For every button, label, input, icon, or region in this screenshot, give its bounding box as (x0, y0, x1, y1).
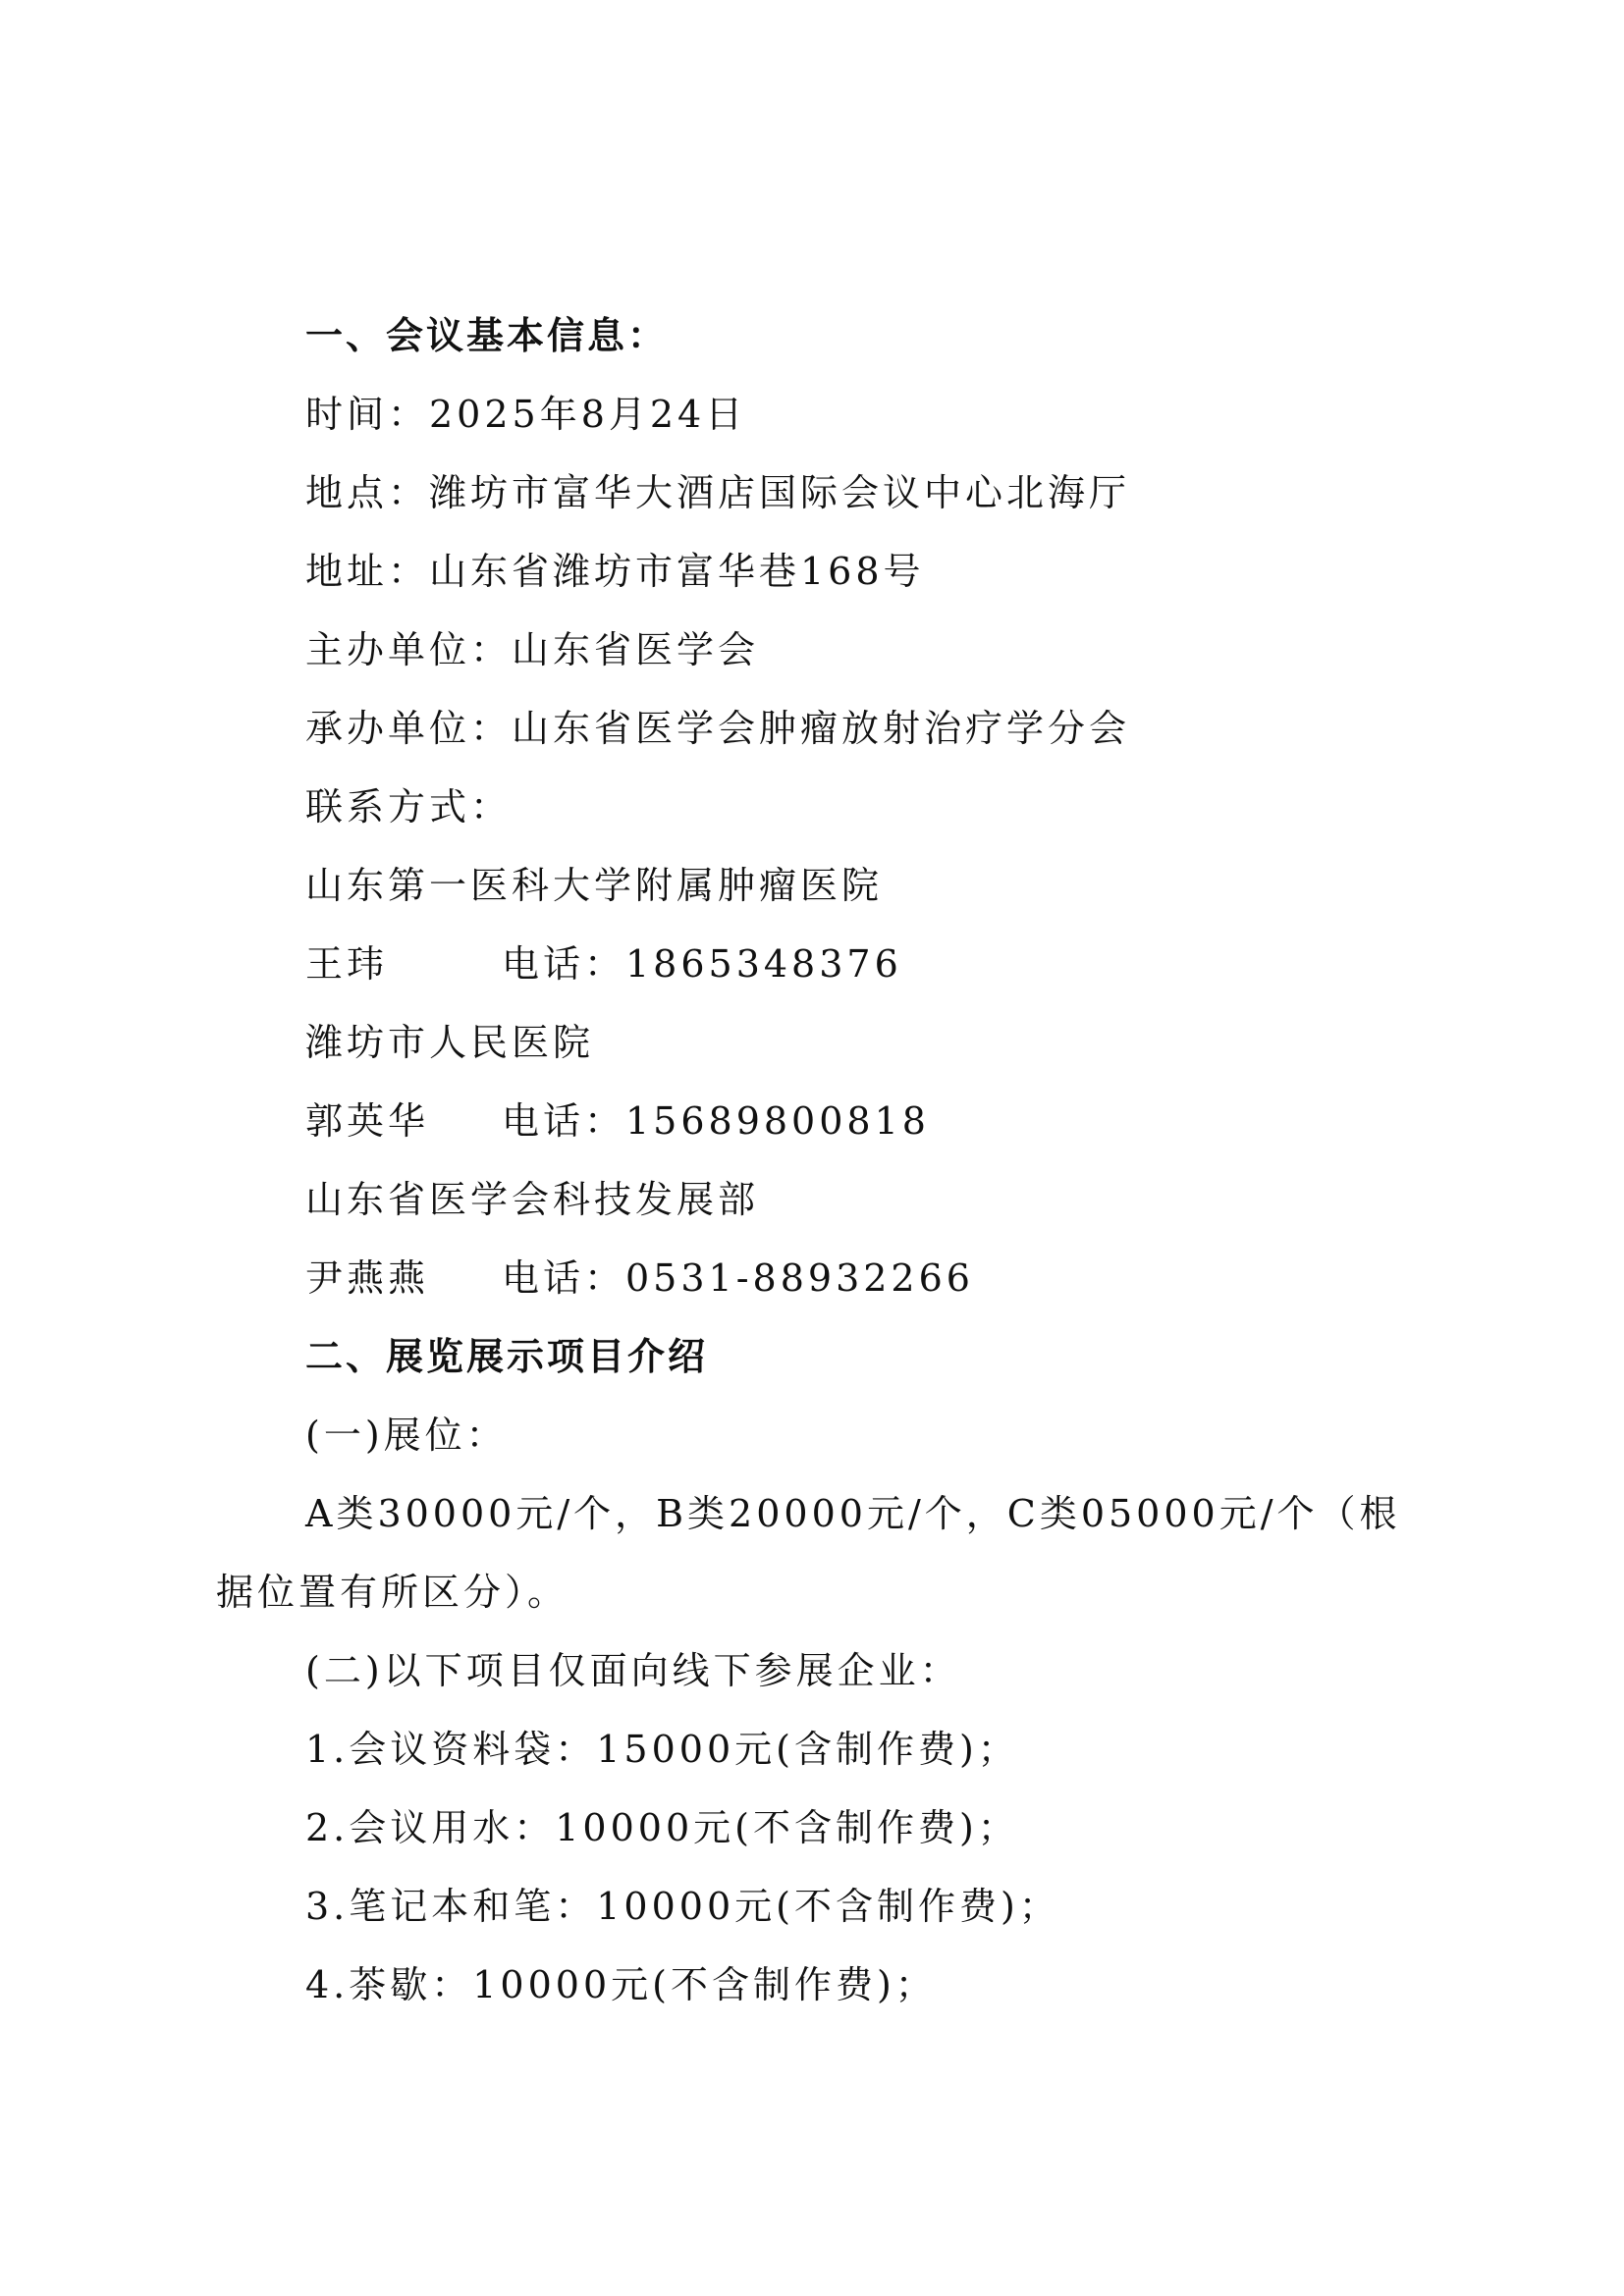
meeting-place: 地点：潍坊市富华大酒店国际会议中心北海厅 (305, 471, 1131, 514)
item-2: 2.会议用水：10000元(不含制作费)； (305, 1806, 1019, 1849)
meeting-time: 时间：2025年8月24日 (305, 393, 747, 436)
contact-org-3: 山东省医学会科技发展部 (305, 1178, 760, 1221)
contact-phone-1: 电话：1865348376 (502, 942, 902, 986)
booth-prices-line-1: A类30000元/个，B类20000元/个，C类05000元/个（根 (305, 1492, 1401, 1535)
contact-org-2: 潍坊市人民医院 (305, 1021, 595, 1064)
contact-row-3 (305, 1255, 974, 1302)
organizing-unit: 承办单位：山东省医学会肿瘤放射治疗学分会 (305, 707, 1131, 750)
contact-row-2 (305, 1097, 930, 1145)
meeting-address: 地址：山东省潍坊市富华巷168号 (305, 550, 925, 593)
booth-label: (一)展位： (305, 1414, 508, 1457)
booth-prices-line-2: 据位置有所区分）。 (216, 1571, 569, 1614)
contact-phone-3: 电话：0531-88932266 (502, 1256, 974, 1300)
contact-name-3: 尹燕燕 (305, 1256, 430, 1300)
items-label: (二)以下项目仅面向线下参展企业： (305, 1649, 961, 1692)
contact-label: 联系方式： (305, 785, 513, 828)
contact-org-1: 山东第一医科大学附属肿瘤医院 (305, 864, 884, 907)
contact-name-2: 郭英华 (305, 1099, 430, 1143)
section-1-heading: 一、会议基本信息： (305, 314, 669, 357)
item-1: 1.会议资料袋：15000元(含制作费)； (305, 1728, 1019, 1771)
host-organization: 主办单位：山东省医学会 (305, 628, 760, 671)
section-2-heading: 二、展览展示项目介绍 (305, 1335, 709, 1378)
item-3: 3.笔记本和笔：10000元(不含制作费)； (305, 1885, 1060, 1928)
contact-row-1 (305, 940, 902, 988)
contact-phone-2: 电话：15689800818 (502, 1099, 930, 1143)
item-4: 4.茶歇：10000元(不含制作费)； (305, 1963, 937, 2006)
contact-name-1: 王玮 (305, 942, 389, 986)
